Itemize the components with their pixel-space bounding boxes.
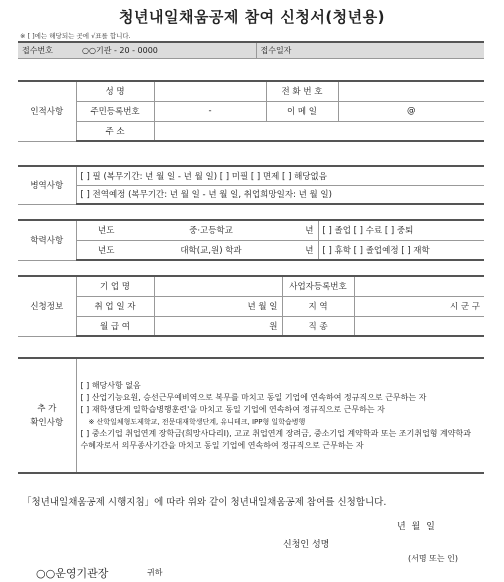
section-education: 학력사항 [18,220,76,260]
section-confirm-line-1: 추 가 [37,403,57,414]
sign-date[interactable]: 년 월 일 [397,522,435,532]
signature-label[interactable]: (서명 또는 인) [408,554,458,563]
position-label: 직 종 [282,316,354,336]
recipient: ○○운영기관장 [36,567,109,580]
section-personal: 인적사항 [18,81,76,141]
check-note: ※ [ ]에는 해당되는 곳에 √표를 합니다. [20,32,131,40]
region-field[interactable]: 시 군 구 [354,296,484,316]
confirm-item-work-study[interactable]: [ ] 재학생단계 일학습병행훈련'을 마치고 동일 기업에 연속하여 정규직으로 근무하는 자 [80,404,385,414]
address-label: 주 소 [76,121,154,141]
company-label: 기 업 명 [76,276,154,296]
personal-section [18,80,484,142]
name-label: 성 명 [76,81,154,101]
section-military: 병역사항 [18,166,76,204]
phone-label: 전 화 번 호 [266,81,338,101]
confirm-item-scholarship[interactable]: [ ] 중소기업 취업연계 장학금(희망사다리Ⅰ), 고교 취업연계 장려금, 중소기업 계약학과 또는 조기취업형 계약학과 수혜자로서 의무종사기간을 마치고 동일 기업에 연속하여 정규직으로 근무하는 자 [80,428,471,450]
email-field[interactable]: @ [338,101,484,121]
region-label: 지 역 [282,296,354,316]
email-label: 이 메 일 [266,101,338,121]
applicant-name-label: 신청인 성명 [283,540,330,550]
military-line-2[interactable]: [ ] 전역예정 (복무기간: 년 월 일 - 년 월 일, 취업희망일자: 년 월 일) [76,185,484,204]
military-line-1[interactable]: [ ] 필 (복무기간: 년 월 일 - 년 월 일) [ ] 미필 [ ] 면제 [ ] 해당없음 [76,166,484,185]
confirm-section [18,357,484,474]
hire-date-label: 취 업 일 자 [76,296,154,316]
college-year-label: 년도 [76,240,136,260]
highschool-year-label: 년도 [76,220,136,240]
company-field[interactable] [154,276,282,296]
receipt-no-label: 접수번호 [18,42,78,59]
highschool-status-options[interactable]: [ ] 졸업 [ ] 수료 [ ] 중퇴 [318,220,484,240]
college-status-options[interactable]: [ ] 휴학 [ ] 졸업예정 [ ] 재학 [318,240,484,260]
salary-field[interactable]: 원 [154,316,282,336]
name-field[interactable] [154,81,266,101]
section-confirm-line-2: 확인사항 [30,417,64,428]
application-section [18,275,484,337]
biz-no-label: 사업자등록번호 [282,276,354,296]
confirm-item-note: ※ 산학일체형도제학교, 전문대재학생단계, 유니테크, IPP형 일학습병행 [88,417,306,426]
confirm-item-none[interactable]: [ ] 해당사항 없음 [80,380,141,390]
intake-table [18,41,484,59]
receipt-no-field[interactable]: ○○기관 - 20 - 0000 [78,42,256,59]
receipt-date-label: 접수일자 [256,42,484,59]
hire-date-field[interactable]: 년 월 일 [154,296,282,316]
highschool-label: 중·고등학교 [136,220,286,240]
address-field[interactable] [154,121,484,141]
rrn-label: 주민등록번호 [76,101,154,121]
section-confirm [18,358,76,473]
form-title: 청년내일채움공제 참여 신청서(청년용) [119,8,385,26]
confirm-item-industrial[interactable]: [ ] 산업기능요원, 승선근무예비역으로 복무를 마치고 동일 기업에 연속하여 정규직으로 근무하는 자 [80,392,427,402]
phone-field[interactable] [338,81,484,101]
section-application: 신청정보 [18,276,76,336]
education-section [18,219,484,261]
college-grad-year[interactable]: 년 [286,240,318,260]
biz-no-field[interactable] [354,276,484,296]
confirm-items [76,358,484,473]
declaration: 「청년내일채움공제 시행지침」에 따라 위와 같이 청년내일채움공제 참여를 신청합니다. [22,497,387,508]
rrn-field[interactable]: - [154,101,266,121]
honorific: 귀하 [147,568,163,577]
highschool-grad-year[interactable]: 년 [286,220,318,240]
college-label: 대학(교,원) 학과 [136,240,286,260]
position-field[interactable] [354,316,484,336]
military-section [18,165,484,205]
salary-label: 월 급 여 [76,316,154,336]
